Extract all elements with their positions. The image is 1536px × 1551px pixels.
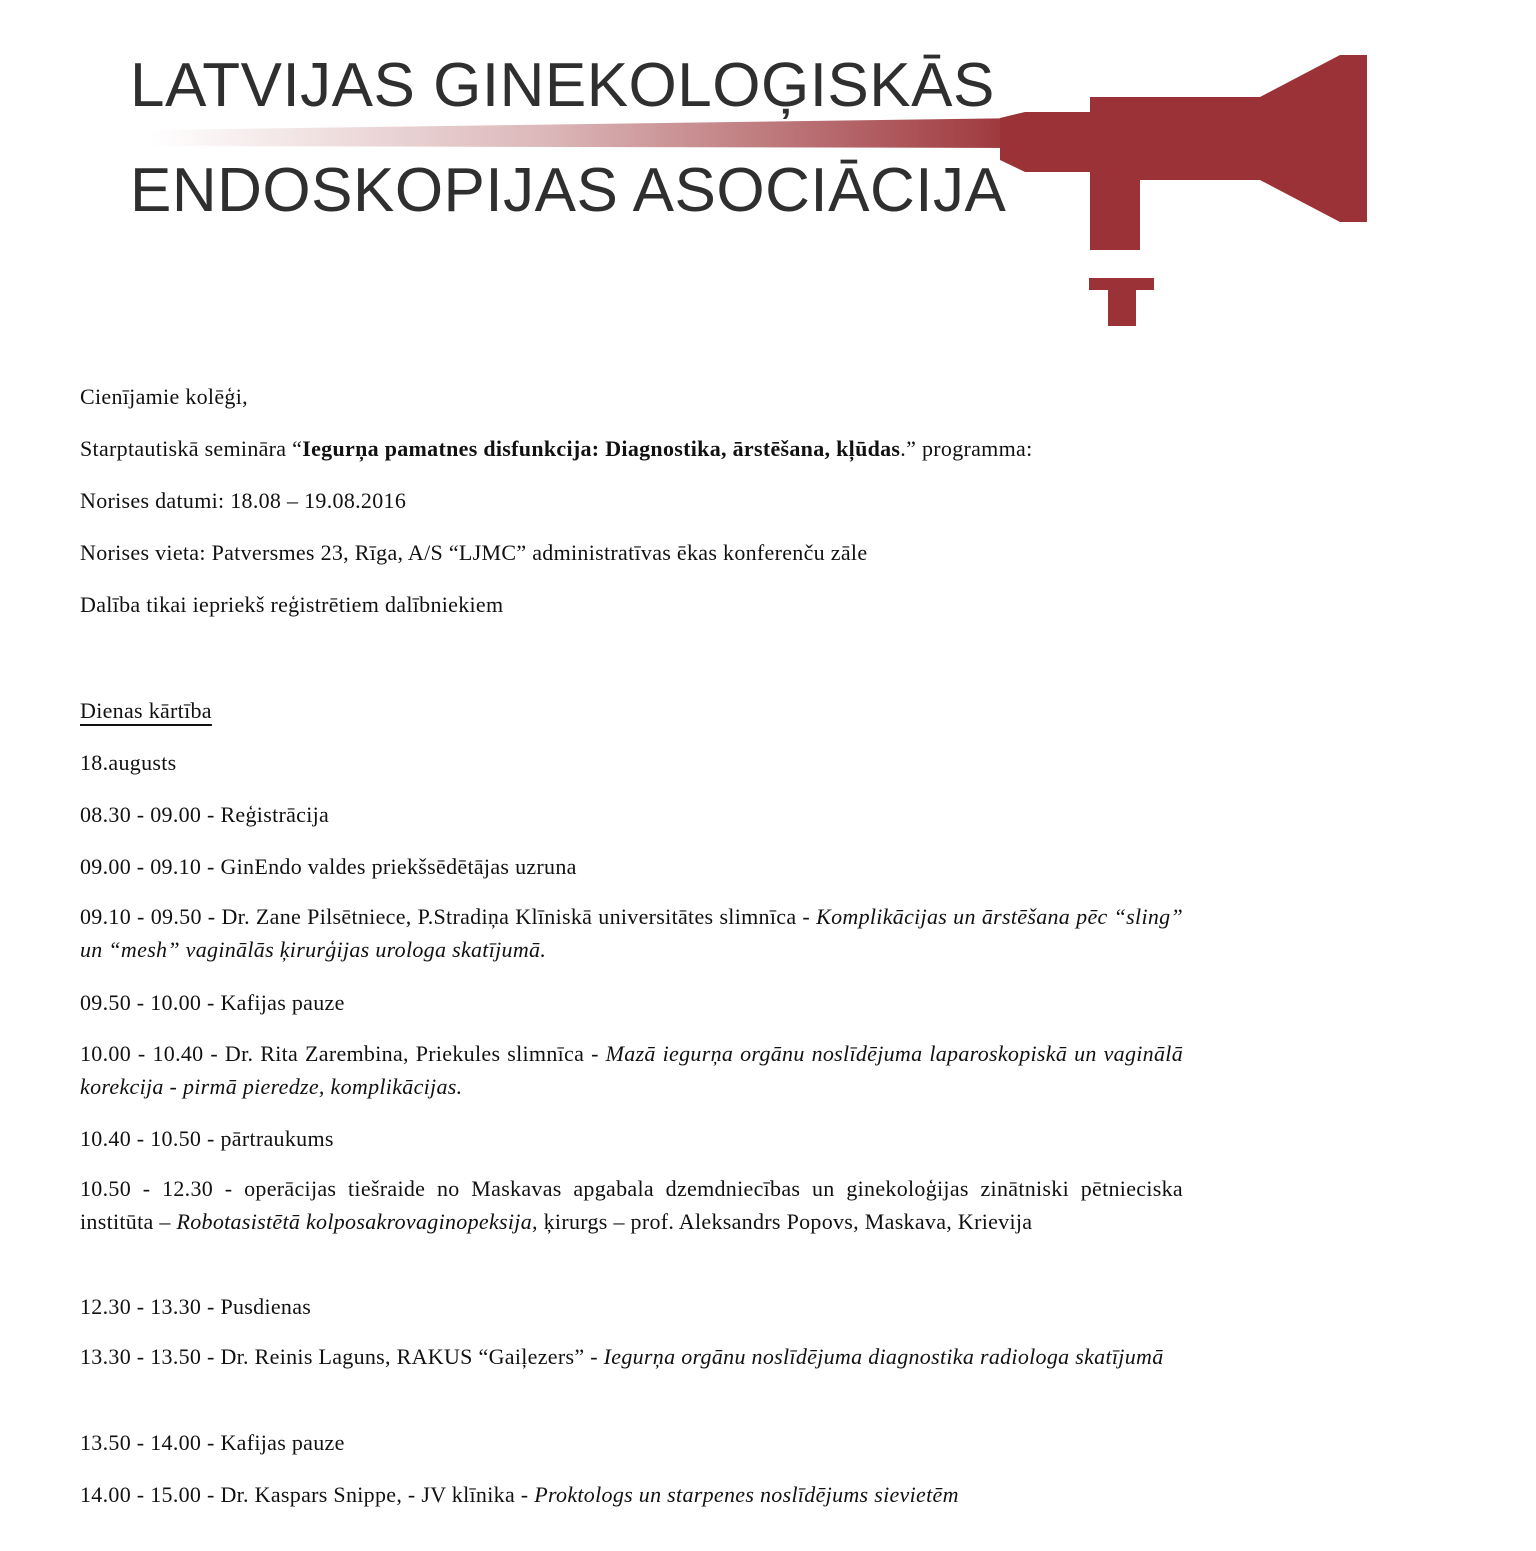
schedule-item-text: 09.10 - 09.50 - Dr. Zane Pilsētniece, P.Stradiņa Klīniskā universitātes slimnīca - [80,904,817,929]
schedule-item [80,1478,1183,1511]
program-suffix: .” programma: [900,436,1033,461]
schedule-item-surgeon: ķirurgs – prof. Aleksandrs Popovs, Maskava, Krievija [537,1209,1033,1234]
greeting: Cienījamie kolēģi, [80,384,248,409]
schedule-item-text: 13.30 - 13.50 - Dr. Reinis Laguns, RAKUS “Gaiļezers” - [80,1344,604,1369]
logo-title-line2: ENDOSKOPIJAS ASOCIĀCIJA [130,156,1007,225]
logo-title-line1: LATVIJAS GINEKOLOĢISKĀS [130,51,995,120]
schedule-item-topic: Mazā iegurņa orgānu noslīdējuma laparoskopiskā un vaginālā korekcija - pirmā pieredze, komplikācijas. [80,1041,1183,1099]
event-venue: Norises vieta: Patversmes 23, Rīga, A/S “LJMC” administratīvas ēkas konferenču zāle [80,540,868,565]
schedule-heading-text: Dienas kārtība [80,698,212,723]
schedule-item [80,1340,1183,1373]
program-title: Iegurņa pamatnes disfunkcija: Diagnostika, ārstēšana, kļūdas [302,436,901,461]
schedule-item [80,1037,1183,1103]
schedule-item-topic: Iegurņa orgānu noslīdējuma diagnostika radiologa skatījumā [603,1344,1164,1369]
program-line [80,432,1183,465]
schedule-item: 09.50 - 10.00 - Kafijas pauze [80,990,345,1015]
schedule-item-topic: Komplikācijas un ārstēšana pēc “sling” un “mesh” vaginālās ķirurģijas urologa skatījumā. [80,904,1183,962]
schedule-item-text: 10.00 - 10.40 - Dr. Rita Zarembina, Priekules slimnīca - [80,1041,606,1066]
schedule-item: 13.50 - 14.00 - Kafijas pauze [80,1430,345,1455]
schedule-heading [80,694,212,727]
schedule-item-topic: Proktologs un starpenes noslīdējums sievietēm [534,1482,959,1507]
participation-note: Dalība tikai iepriekš reģistrētiem dalībniekiem [80,592,504,617]
association-logo [80,0,1420,370]
schedule-item: 08.30 - 09.00 - Reģistrācija [80,802,330,827]
schedule-day: 18.augusts [80,750,177,775]
event-dates: Norises datumi: 18.08 – 19.08.2016 [80,488,407,513]
schedule-item: 10.40 - 10.50 - pārtraukums [80,1126,334,1151]
schedule-item-text: 10.50 - 12.30 - operācijas tiešraide no Maskavas apgabala dzemdniecības un ginekoloģijas zinātniski pētnieciska institūta – [80,1176,1183,1234]
program-prefix: Starptautiskā semināra “ [80,436,303,461]
schedule-item: 12.30 - 13.30 - Pusdienas [80,1294,312,1319]
schedule-item [80,900,1183,966]
schedule-item [80,1172,1183,1238]
schedule-item-topic: Robotasistētā kolposakrovaginopeksija, [176,1209,538,1234]
schedule-item-text: 14.00 - 15.00 - Dr. Kaspars Snippe, - JV klīnika - [80,1482,535,1507]
schedule-item: 09.00 - 09.10 - GinEndo valdes priekšsēdētājas uzruna [80,854,577,879]
